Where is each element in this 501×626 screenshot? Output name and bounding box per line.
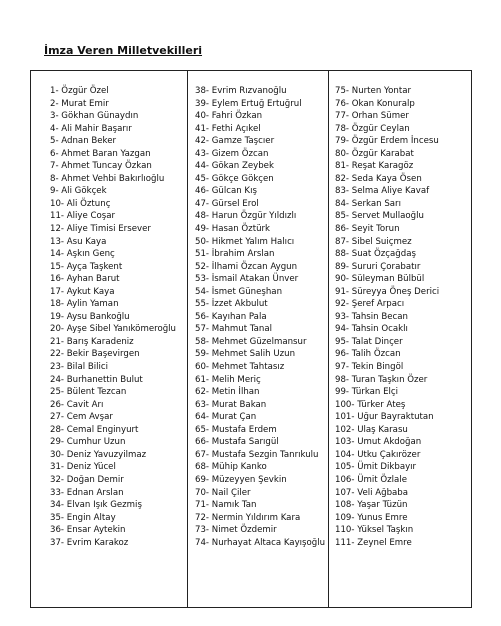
signatory-entry: 88- Suat Özçağdaş (335, 249, 416, 260)
signatory-entry: 101- Uğur Bayraktutan (335, 412, 434, 423)
signatory-entry: 38- Evrim Rızvanoğlu (195, 86, 287, 96)
signatory-entry: 14- Aşkın Genç (50, 249, 115, 260)
signatory-entry: 78- Özgür Ceylan (335, 123, 410, 134)
signatory-entry: 51- İbrahim Arslan (195, 249, 275, 260)
signatory-entry: 104- Utku Çakırözer (335, 449, 421, 460)
signatory-entry: 22- Bekir Başevirgen (50, 349, 140, 360)
signatory-entry: 102- Ulaş Karasu (335, 424, 408, 435)
signatory-entry: 90- Süleyman Bülbül (335, 274, 425, 285)
signatory-entry: 65- Mustafa Erdem (195, 424, 277, 435)
signatory-entry: 18- Aylin Yaman (50, 299, 119, 310)
signatory-entry: 17- Aykut Kaya (50, 286, 115, 297)
signatory-entry: 36- Ensar Aytekin (50, 525, 126, 536)
signatory-entry: 84- Serkan Sarı (335, 198, 401, 209)
signatory-entry: 57- Mahmut Tanal (195, 324, 273, 335)
signatory-entry: 41- Fethi Açıkel (195, 123, 261, 134)
signatory-entry: 63- Murat Bakan (195, 399, 267, 410)
signatory-entry: 99- Türkan Elçi (335, 387, 399, 398)
signatory-entry: 89- Sururi Çorabatır (335, 261, 421, 272)
signatory-entry: 44- Gökan Zeybek (195, 161, 274, 172)
signatory-entry: 92- Şeref Arpacı (335, 299, 405, 310)
signatory-entry: 94- Tahsin Ocaklı (335, 324, 408, 335)
signatory-entry: 7- Ahmet Tuncay Özkan (50, 161, 152, 172)
signatory-entry: 47- Gürsel Erol (195, 198, 259, 209)
signatories-column-3 (329, 71, 471, 607)
signatory-entry: 9- Ali Gökçek (50, 186, 107, 197)
signatory-entry: 12- Aliye Timisi Ersever (50, 224, 151, 235)
signatory-entry: 26- Cavit Arı (50, 399, 104, 410)
signatory-entry: 33- Ednan Arslan (50, 487, 124, 498)
signatory-entry: 77- Orhan Sümer (335, 111, 409, 122)
signatory-entry: 76- Okan Konuralp (335, 98, 415, 109)
signatory-entry: 85- Servet Mullaoğlu (335, 211, 424, 222)
signatory-entry: 27- Cem Avşar (50, 412, 113, 423)
signatory-entry: 81- Reşat Karagöz (335, 161, 414, 172)
signatory-entry: 56- Kayıhan Pala (195, 311, 267, 322)
signatory-entry: 71- Namık Tan (195, 500, 257, 511)
signatory-entry: 4- Ali Mahir Başarır (50, 123, 132, 134)
signatory-entry: 58- Mehmet Güzelmansur (195, 336, 307, 347)
signatory-entry: 3- Gökhan Günaydın (50, 111, 139, 122)
signatories-column-2 (188, 71, 329, 607)
signatory-entry: 29- Cumhur Uzun (50, 437, 126, 448)
signatory-entry: 23- Bilal Bilici (50, 362, 108, 373)
signatory-entry: 20- Ayşe Sibel Yanıkömeroğlu (50, 324, 176, 335)
signatory-entry: 52- İlhami Özcan Aygun (195, 261, 298, 272)
signatory-entry: 1- Özgür Özel (50, 86, 109, 96)
signatory-entry: 70- Nail Çiler (195, 487, 251, 498)
signatory-entry: 67- Mustafa Sezgin Tanrıkulu (195, 449, 319, 460)
signatory-entry: 55- İzzet Akbulut (195, 299, 268, 310)
signatory-entry: 96- Talih Özcan (335, 349, 401, 360)
signatory-entry: 19- Aysu Bankoğlu (50, 311, 130, 322)
signatory-entry: 24- Burhanettin Bulut (50, 374, 143, 385)
signatory-entry: 2- Murat Emir (50, 98, 109, 109)
signatory-entry: 11- Aliye Coşar (50, 211, 116, 222)
signatories-column-1 (31, 71, 188, 607)
signatory-entry: 21- Barış Karadeniz (50, 336, 134, 347)
signatory-entry: 110- Yüksel Taşkın (335, 525, 414, 536)
signatory-entry: 31- Deniz Yücel (50, 462, 116, 473)
signatories-table (30, 70, 472, 608)
signatory-entry: 40- Fahri Özkan (195, 111, 263, 122)
signatory-entry: 100- Türker Ateş (335, 399, 406, 410)
signatory-entry: 91- Süreyya Öneş Derici (335, 286, 440, 297)
page-title: İmza Veren Milletvekilleri (44, 44, 203, 57)
signatory-entry: 48- Harun Özgür Yıldızlı (195, 211, 297, 222)
signatory-entry: 35- Engin Altay (50, 512, 116, 523)
signatory-entry: 105- Ümit Dikbayır (335, 462, 417, 473)
signatory-entry: 16- Ayhan Barut (50, 274, 120, 285)
signatory-entry: 61- Melih Meriç (195, 374, 261, 385)
signatory-entry: 66- Mustafa Sarıgül (195, 437, 279, 448)
signatory-entry: 98- Turan Taşkın Özer (335, 374, 428, 385)
signatory-entry: 30- Deniz Yavuzyilmaz (50, 449, 147, 460)
signatory-entry: 87- Sibel Suiçmez (335, 236, 412, 247)
signatory-entry: 83- Selma Aliye Kavaf (335, 186, 430, 197)
signatory-entry: 106- Ümit Özlale (335, 474, 407, 485)
signatory-entry: 49- Hasan Öztürk (195, 224, 271, 235)
signatory-entry: 72- Nermin Yıldırım Kara (195, 512, 301, 523)
signatory-entry: 45- Gökçe Gökçen (195, 173, 274, 184)
signatory-entry: 8- Ahmet Vehbi Bakırlıoğlu (50, 173, 165, 184)
signatory-entry: 37- Evrim Karakoz (50, 537, 129, 548)
signatory-entry: 73- Nimet Özdemir (195, 525, 277, 536)
signatory-entry: 95- Talat Dinçer (335, 336, 403, 347)
signatory-entry: 107- Veli Ağbaba (335, 487, 409, 498)
signatory-entry: 42- Gamze Taşcıer (195, 136, 275, 147)
signatory-entry: 53- İsmail Atakan Ünver (195, 274, 299, 285)
signatory-entry: 74- Nurhayat Altaca Kayışoğlu (195, 537, 326, 548)
signatory-entry: 69- Müzeyyen Şevkin (195, 474, 287, 485)
signatory-entry: 54- İsmet Güneşhan (195, 286, 283, 297)
signatory-entry: 109- Yunus Emre (335, 512, 408, 523)
signatory-entry: 10- Ali Öztunç (50, 198, 111, 209)
signatory-entry: 39- Eylem Ertuğ Ertuğrul (195, 98, 302, 109)
signatory-entry: 15- Ayça Taşkent (50, 261, 123, 272)
signatory-entry: 64- Murat Çan (195, 412, 257, 423)
signatory-entry: 50- Hikmet Yalım Halıcı (195, 236, 295, 247)
signatory-entry: 6- Ahmet Baran Yazgan (50, 148, 151, 159)
signatory-entry: 68- Mühip Kanko (195, 462, 267, 473)
signatory-entry: 62- Metin İlhan (195, 387, 260, 398)
signatory-entry: 97- Tekin Bingöl (335, 362, 404, 373)
signatory-entry: 28- Cemal Enginyurt (50, 424, 139, 435)
signatory-entry: 103- Umut Akdoğan (335, 437, 422, 448)
signatory-entry: 86- Seyit Torun (335, 224, 400, 235)
signatory-entry: 34- Elvan Işık Gezmiş (50, 500, 142, 511)
signatory-entry: 60- Mehmet Tahtasız (195, 362, 285, 373)
signatory-entry: 82- Seda Kaya Ösen (335, 173, 422, 184)
signatory-entry: 111- Zeynel Emre (335, 537, 412, 548)
signatory-entry: 25- Bülent Tezcan (50, 387, 127, 398)
signatory-entry: 59- Mehmet Salih Uzun (195, 349, 296, 360)
signatory-entry: 13- Asu Kaya (50, 236, 107, 247)
signatory-entry: 93- Tahsin Becan (335, 311, 408, 322)
signatory-entry: 79- Özgür Erdem İncesu (335, 136, 439, 147)
signatory-entry: 46- Gülcan Kış (195, 186, 257, 197)
signatory-entry: 80- Özgür Karabat (335, 148, 414, 159)
signatory-entry: 75- Nurten Yontar (335, 86, 411, 96)
signatory-entry: 43- Gizem Özcan (195, 148, 269, 159)
signatory-entry: 32- Doğan Demir (50, 474, 124, 485)
signatory-entry: 5- Adnan Beker (50, 136, 117, 147)
signatory-entry: 108- Yaşar Tüzün (335, 500, 408, 511)
